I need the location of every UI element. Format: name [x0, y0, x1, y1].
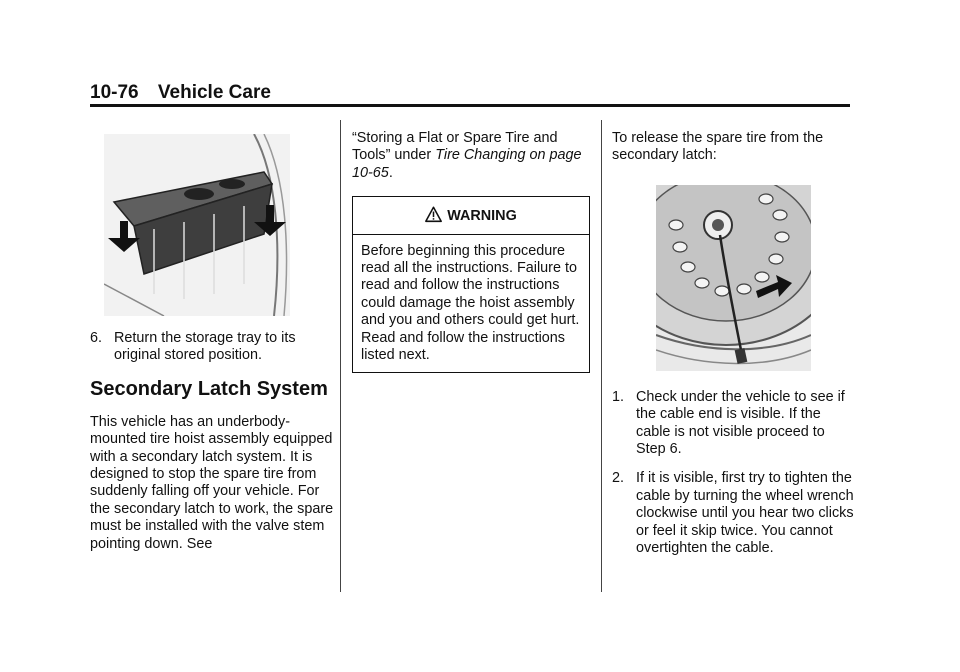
warning-triangle-icon: [425, 206, 442, 223]
step-number: 1.: [612, 388, 625, 405]
column-2: [352, 130, 590, 373]
header-rule: [90, 104, 850, 107]
step-text: Return the storage tray to its original stored position.: [114, 330, 296, 364]
reference-text: “Storing a Flat or Spare Tire and Tools” under: [352, 130, 558, 164]
page-header: [90, 82, 271, 104]
warning-title: WARNING: [447, 208, 517, 225]
storage-tray-illustration: [104, 134, 290, 316]
column-3: [612, 130, 857, 569]
step-2: [612, 470, 857, 557]
page-number: 10-76: [90, 82, 139, 103]
release-intro: To release the spare tire from the secondary latch:: [612, 130, 824, 164]
column-divider-right: [601, 120, 602, 592]
reference-period: .: [388, 164, 393, 181]
warning-body: Before beginning this procedure read all the instructions. Failure to read and follow the instructions could damage the hoist assembly and you and others could get hurt. Read and follow the instructions listed next.: [361, 242, 580, 364]
column-1: [90, 134, 335, 553]
section-title: Vehicle Care: [157, 82, 271, 103]
column-divider-left: [340, 120, 341, 592]
reference-link[interactable]: Tire Changing on page 10-65: [352, 147, 582, 181]
step-1: [612, 389, 857, 459]
step-text: If it is visible, first try to tighten the cable by turning the wheel wrench clockwise until you hear two clicks or feel it skip twice. You cannot overtighten the cable.: [636, 470, 854, 557]
step-number: 2.: [612, 470, 625, 487]
step-6: [90, 330, 335, 365]
step-number: 6.: [90, 330, 103, 346]
warning-header: [353, 197, 589, 234]
spare-tire-illustration: [656, 185, 811, 371]
section-heading: Secondary Latch System: [90, 377, 328, 400]
warning-box: [352, 196, 590, 373]
storage-tray-figure: [104, 134, 290, 316]
secondary-latch-paragraph: This vehicle has an underbody-mounted tire hoist assembly equipped with a secondary latch system. It is designed to stop the spare tire from suddenly falling off your vehicle. For the secondary latch to work, the spare must be installed with the valve stem pointing down. See: [90, 413, 334, 552]
spare-tire-figure: [656, 185, 811, 371]
reference-paragraph: [352, 130, 590, 182]
step-text: Check under the vehicle to see if the cable end is visible. If the cable is not visible proceed to Step 6.: [636, 388, 845, 458]
